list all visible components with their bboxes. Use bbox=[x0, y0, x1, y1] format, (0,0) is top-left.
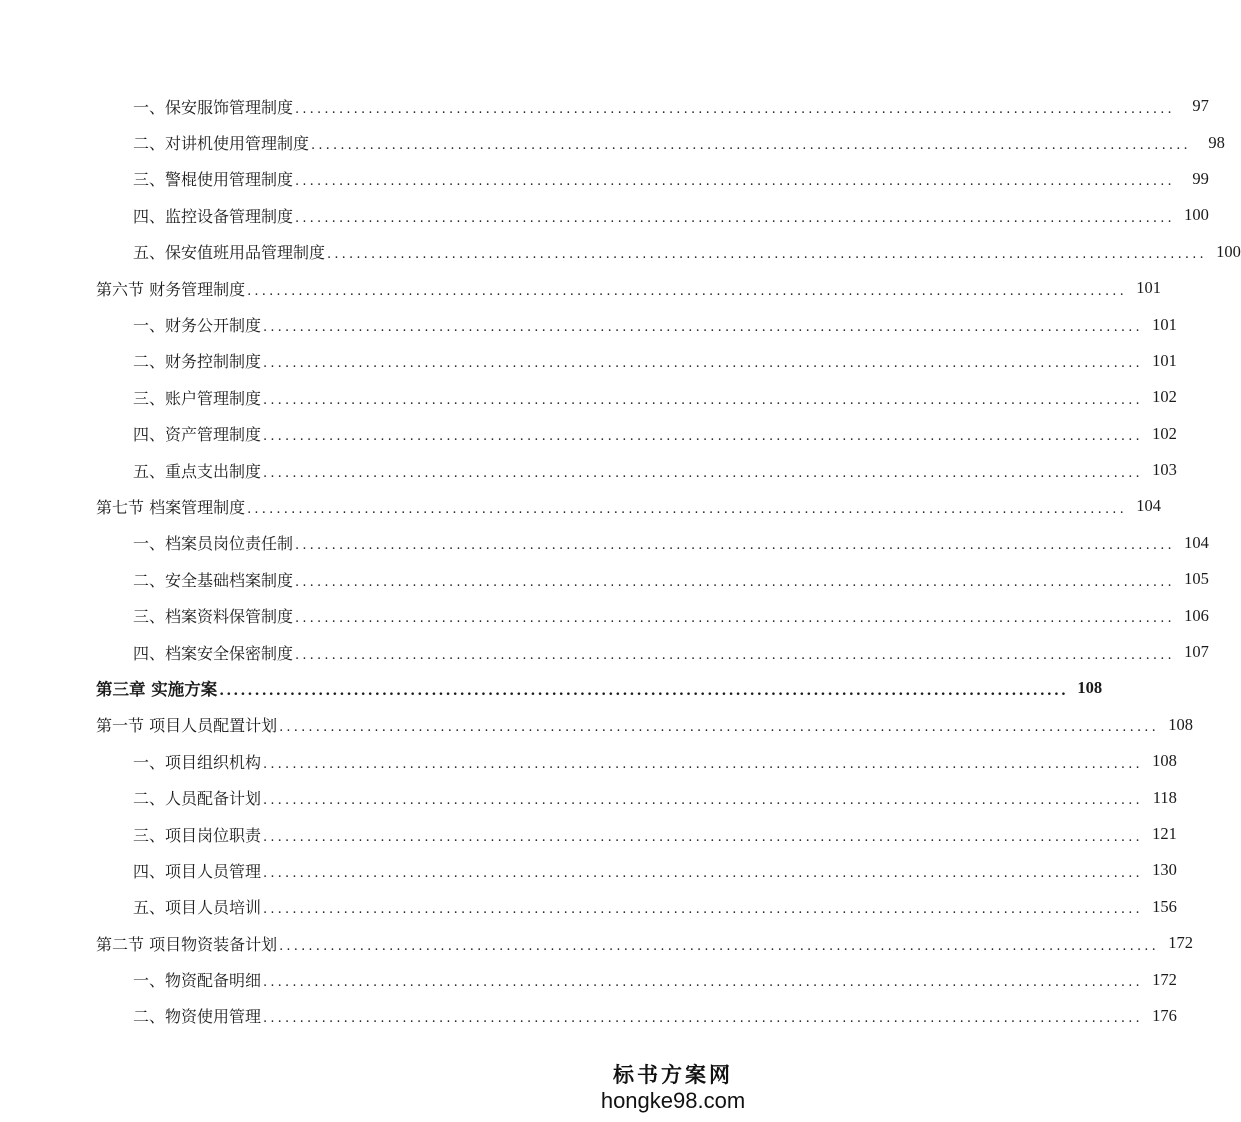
toc-dot-leader: ........................................................................................................................ bbox=[263, 429, 1143, 445]
toc-page-number: 108 bbox=[1168, 714, 1193, 734]
toc-section-entry[interactable] bbox=[0, 270, 1161, 306]
toc-subsection-entry[interactable] bbox=[0, 525, 1209, 561]
toc-page-number: 106 bbox=[1184, 605, 1209, 625]
watermark-url: hongke98.com bbox=[600, 1088, 746, 1113]
toc-entry-title: 第三章 实施方案 bbox=[96, 680, 218, 700]
toc-dot-leader: ........................................................................................................................ bbox=[295, 538, 1175, 554]
toc-page-number: 172 bbox=[1168, 933, 1193, 953]
toc-entry-title: 第二节 项目物资装备计划 bbox=[96, 934, 278, 954]
toc-dot-leader: ........................................................................................................................ bbox=[263, 975, 1143, 991]
toc-entry-title: 一、保安服饰管理制度 bbox=[133, 97, 294, 117]
toc-subsection-entry[interactable] bbox=[0, 197, 1209, 233]
toc-subsection-entry[interactable] bbox=[0, 816, 1177, 852]
toc-page-number: 101 bbox=[1152, 314, 1177, 334]
toc-page-number: 121 bbox=[1152, 824, 1177, 843]
toc-page-number: 102 bbox=[1152, 423, 1177, 443]
toc-page-number: 101 bbox=[1136, 278, 1161, 298]
toc-dot-leader: ........................................................................................................................ bbox=[263, 902, 1143, 918]
toc-dot-leader: ........................................................................................................................ bbox=[295, 210, 1175, 226]
watermark-title: 标书方案网 bbox=[613, 1062, 733, 1087]
toc-dot-leader: ........................................................................................................................ bbox=[219, 683, 1069, 700]
toc-entry-title: 二、安全基础档案制度 bbox=[133, 570, 294, 590]
toc-subsection-entry[interactable] bbox=[0, 234, 1241, 270]
toc-page-number: 103 bbox=[1152, 460, 1177, 480]
toc-dot-leader: ........................................................................................................................ bbox=[279, 720, 1159, 736]
toc-entry-title: 五、项目人员培训 bbox=[133, 898, 262, 918]
toc-entry-title: 二、物资使用管理 bbox=[133, 1007, 262, 1027]
toc-entry-title: 一、档案员岗位责任制 bbox=[133, 534, 294, 554]
watermark-logo bbox=[573, 1062, 773, 1114]
toc-subsection-entry[interactable] bbox=[0, 634, 1209, 670]
toc-entry-title: 第七节 档案管理制度 bbox=[96, 497, 246, 517]
toc-page-number: 97 bbox=[1192, 96, 1209, 116]
toc-subsection-entry[interactable] bbox=[0, 88, 1209, 124]
toc-entry-title: 三、档案资料保管制度 bbox=[133, 607, 294, 627]
toc-subsection-entry[interactable] bbox=[0, 597, 1209, 633]
toc-page-number: 156 bbox=[1152, 896, 1177, 916]
toc-page-number: 98 bbox=[1208, 132, 1225, 152]
toc-entry-title: 第六节 财务管理制度 bbox=[96, 279, 246, 299]
toc-dot-leader: ........................................................................................................................ bbox=[263, 356, 1143, 372]
toc-dot-leader: ........................................................................................................................ bbox=[295, 647, 1175, 663]
toc-dot-leader: ........................................................................................................................ bbox=[263, 1011, 1143, 1027]
toc-dot-leader: ........................................................................................................................ bbox=[247, 501, 1127, 517]
toc-page-number: 104 bbox=[1184, 532, 1209, 552]
toc-page-number: 105 bbox=[1184, 569, 1209, 589]
table-of-contents bbox=[0, 88, 1241, 1034]
toc-entry-title: 一、物资配备明细 bbox=[133, 971, 262, 991]
toc-entry-title: 三、账户管理制度 bbox=[133, 388, 262, 408]
toc-section-entry[interactable] bbox=[0, 488, 1161, 524]
toc-page-number: 107 bbox=[1184, 642, 1209, 662]
toc-page-number: 172 bbox=[1152, 969, 1177, 989]
toc-subsection-entry[interactable] bbox=[0, 161, 1209, 197]
toc-dot-leader: ........................................................................................................................ bbox=[295, 174, 1175, 190]
toc-entry-title: 五、保安值班用品管理制度 bbox=[133, 243, 326, 263]
toc-dot-leader: ........................................................................................................................ bbox=[295, 574, 1175, 590]
toc-dot-leader: ........................................................................................................................ bbox=[327, 247, 1207, 263]
toc-entry-title: 二、人员配备计划 bbox=[133, 789, 262, 809]
toc-page-number: 118 bbox=[1152, 787, 1177, 807]
toc-dot-leader: ........................................................................................................................ bbox=[263, 756, 1143, 772]
toc-dot-leader: ........................................................................................................................ bbox=[263, 865, 1143, 881]
toc-entry-title: 三、项目岗位职责 bbox=[133, 825, 262, 845]
toc-dot-leader: ........................................................................................................................ bbox=[263, 829, 1143, 845]
toc-chapter-entry[interactable] bbox=[0, 670, 1103, 706]
toc-page-number: 99 bbox=[1192, 168, 1209, 188]
toc-dot-leader: ........................................................................................................................ bbox=[279, 938, 1159, 954]
toc-subsection-entry[interactable] bbox=[0, 416, 1177, 452]
toc-subsection-entry[interactable] bbox=[0, 961, 1177, 997]
toc-subsection-entry[interactable] bbox=[0, 779, 1177, 815]
toc-dot-leader: ........................................................................................................................ bbox=[247, 283, 1127, 299]
toc-entry-title: 四、项目人员管理 bbox=[133, 861, 262, 881]
toc-entry-title: 二、财务控制制度 bbox=[133, 352, 262, 372]
toc-subsection-entry[interactable] bbox=[0, 998, 1177, 1034]
toc-entry-title: 三、警棍使用管理制度 bbox=[133, 170, 294, 190]
toc-page-number: 130 bbox=[1152, 860, 1177, 880]
toc-subsection-entry[interactable] bbox=[0, 743, 1177, 779]
toc-subsection-entry[interactable] bbox=[0, 452, 1177, 488]
toc-subsection-entry[interactable] bbox=[0, 306, 1177, 342]
toc-entry-title: 一、财务公开制度 bbox=[133, 316, 262, 336]
toc-subsection-entry[interactable] bbox=[0, 379, 1177, 415]
toc-subsection-entry[interactable] bbox=[0, 343, 1177, 379]
toc-page-number: 108 bbox=[1152, 751, 1177, 771]
toc-dot-leader: ........................................................................................................................ bbox=[263, 320, 1143, 336]
toc-entry-title: 一、项目组织机构 bbox=[133, 752, 262, 772]
toc-page-number: 176 bbox=[1152, 1005, 1177, 1025]
toc-subsection-entry[interactable] bbox=[0, 561, 1209, 597]
toc-dot-leader: ........................................................................................................................ bbox=[263, 793, 1143, 809]
toc-page-number: 108 bbox=[1077, 678, 1103, 698]
toc-page-number: 102 bbox=[1152, 387, 1177, 407]
toc-entry-title: 第一节 项目人员配置计划 bbox=[96, 716, 278, 736]
toc-section-entry[interactable] bbox=[0, 925, 1193, 961]
toc-dot-leader: ........................................................................................................................ bbox=[295, 101, 1175, 117]
toc-dot-leader: ........................................................................................................................ bbox=[311, 138, 1191, 154]
toc-entry-title: 四、监控设备管理制度 bbox=[133, 206, 294, 226]
toc-entry-title: 五、重点支出制度 bbox=[133, 461, 262, 481]
toc-dot-leader: ........................................................................................................................ bbox=[295, 611, 1175, 627]
toc-subsection-entry[interactable] bbox=[0, 852, 1177, 888]
toc-page-number: 104 bbox=[1136, 496, 1161, 516]
toc-dot-leader: ........................................................................................................................ bbox=[263, 392, 1143, 408]
toc-page-number: 101 bbox=[1152, 350, 1177, 370]
toc-subsection-entry[interactable] bbox=[0, 124, 1225, 160]
toc-page-number: 100 bbox=[1216, 241, 1241, 261]
toc-section-entry[interactable] bbox=[0, 707, 1193, 743]
toc-page-number: 100 bbox=[1184, 205, 1209, 225]
toc-entry-title: 二、对讲机使用管理制度 bbox=[133, 134, 310, 154]
toc-dot-leader: ........................................................................................................................ bbox=[263, 465, 1143, 481]
toc-entry-title: 四、资产管理制度 bbox=[133, 425, 262, 445]
toc-entry-title: 四、档案安全保密制度 bbox=[133, 643, 294, 663]
toc-subsection-entry[interactable] bbox=[0, 889, 1177, 925]
